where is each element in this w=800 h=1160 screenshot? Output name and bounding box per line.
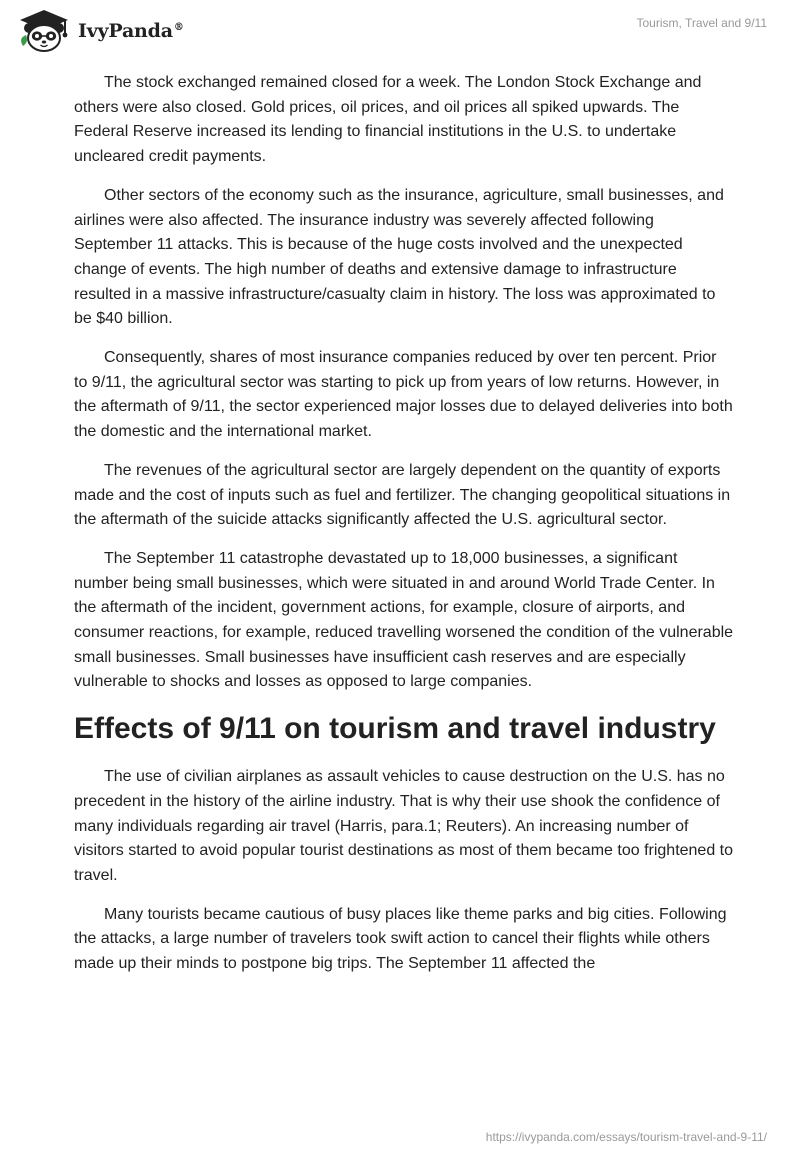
paragraph: The use of civilian airplanes as assault vehicles to cause destruction on the U.S. has no precedent in the history of the airline industry. That is why their use shook the confidence of many individuals regarding air travel (Harris, para.1; Reuters). An increasing number of visitors started to avoid popular tourist destinations as most of them became too frightened to travel. (74, 768, 734, 884)
paragraph: Other sectors of the economy such as the insurance, agriculture, small businesses, and airlines were also affected. The insurance industry was severely affected following September 11 attacks. This is because of the huge costs involved and the unexpected change of events. The high number of deaths and extensive damage to infrastructure resulted in a massive infrastructure/casualty claim in history. The loss was approximated to be $40 billion. (74, 186, 724, 328)
footer-source-url[interactable]: https://ivypanda.com/essays/tourism-travel-and-9-11/ (485, 1130, 767, 1144)
paragraph: The September 11 catastrophe devastated up to 18,000 businesses, a significant number being small businesses, which were situated in and around World Trade Center. In the aftermath of the incident, government actions, for example, closure of airports, and consumer reactions, for example, reduced travelling worsened the condition of the vulnerable small businesses. Small businesses have insufficient cash reserves and are especially vulnerable to shocks and losses as opposed to large companies. (74, 549, 734, 691)
paragraph: Many tourists became cautious of busy places like theme parks and big cities. Following the attacks, a large number of travelers took swift action to cancel their flights while others made up their minds to postpone big trips. The September 11 affected the (74, 905, 727, 973)
article-body (74, 71, 734, 991)
panda-mascot-icon (14, 8, 72, 52)
brand-name: IvyPanda® (78, 20, 184, 42)
paragraph: Consequently, shares of most insurance companies reduced by over ten percent. Prior to 9/11, the agricultural sector was starting to pick up from years of low returns. However, in the aftermath of 9/11, the sector experienced major losses due to delayed deliveries into both the domestic and the international market. (74, 349, 733, 441)
paragraph: The stock exchanged remained closed for a week. The London Stock Exchange and others were also closed. Gold prices, oil prices, and oil prices all spiked upwards. The Federal Reserve increased its lending to financial institutions in the U.S. to undertake uncleared credit payments. (74, 74, 702, 166)
section-heading: Effects of 9/11 on tourism and travel industry (74, 712, 716, 746)
document-title: Tourism, Travel and 9/11 (636, 16, 767, 30)
brand-logo[interactable] (14, 8, 184, 52)
page-header (0, 0, 800, 60)
paragraph: The revenues of the agricultural sector are largely dependent on the quantity of exports made and the cost of inputs such as fuel and fertilizer. The changing geopolitical situations in the aftermath of the suicide attacks significantly affected the U.S. agricultural sector. (74, 461, 731, 529)
